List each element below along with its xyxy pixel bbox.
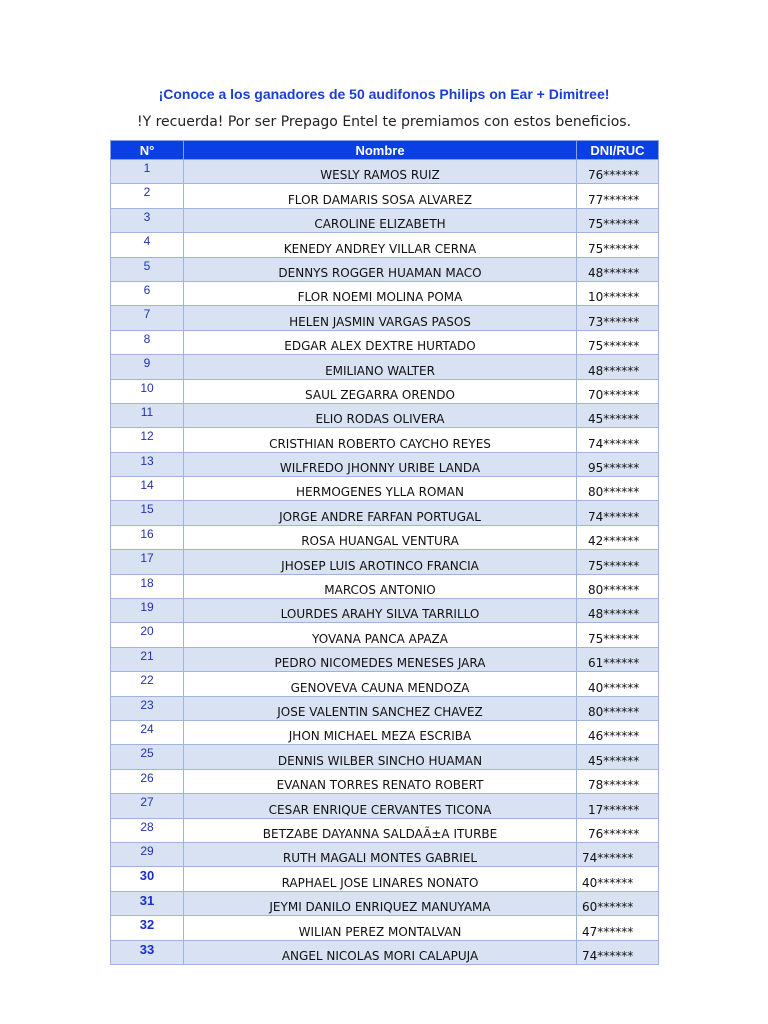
winner-name: JORGE ANDRE FARFAN PORTUGAL [184, 501, 577, 525]
winner-dni: 80****** [577, 477, 659, 501]
row-number: 5 [111, 257, 184, 281]
table-row [111, 184, 659, 208]
table-row [111, 623, 659, 647]
table-row [111, 501, 659, 525]
winner-name: MARCOS ANTONIO [184, 574, 577, 598]
row-number: 33 [111, 940, 184, 964]
table-header-row [111, 141, 659, 160]
table-row [111, 525, 659, 549]
row-number: 7 [111, 306, 184, 330]
winner-dni: 76****** [577, 818, 659, 842]
row-number: 21 [111, 647, 184, 671]
table-row [111, 330, 659, 354]
winner-name: EMILIANO WALTER [184, 355, 577, 379]
winner-name: JHON MICHAEL MEZA ESCRIBA [184, 720, 577, 744]
row-number: 22 [111, 672, 184, 696]
row-number: 18 [111, 574, 184, 598]
row-number: 29 [111, 842, 184, 866]
table-row [111, 599, 659, 623]
winner-dni: 75****** [577, 208, 659, 232]
winner-name: CRISTHIAN ROBERTO CAYCHO REYES [184, 428, 577, 452]
column-header-number: N° [111, 141, 184, 160]
row-number: 24 [111, 720, 184, 744]
table-row [111, 916, 659, 940]
row-number: 13 [111, 452, 184, 476]
row-number: 9 [111, 355, 184, 379]
winner-dni: 60****** [577, 891, 659, 915]
winner-dni: 48****** [577, 355, 659, 379]
row-number: 30 [111, 867, 184, 891]
winners-table [110, 140, 659, 965]
winner-name: ROSA HUANGAL VENTURA [184, 525, 577, 549]
row-number: 8 [111, 330, 184, 354]
table-row [111, 672, 659, 696]
winner-name: FLOR DAMARIS SOSA ALVAREZ [184, 184, 577, 208]
row-number: 3 [111, 208, 184, 232]
table-row [111, 452, 659, 476]
winner-name: PEDRO NICOMEDES MENESES JARA [184, 647, 577, 671]
winner-name: LOURDES ARAHY SILVA TARRILLO [184, 599, 577, 623]
winner-name: JEYMI DANILO ENRIQUEZ MANUYAMA [184, 891, 577, 915]
table-row [111, 794, 659, 818]
winner-dni: 45****** [577, 745, 659, 769]
table-row [111, 281, 659, 305]
column-header-name: Nombre [184, 141, 577, 160]
row-number: 19 [111, 599, 184, 623]
table-row [111, 355, 659, 379]
table-row [111, 647, 659, 671]
table-row [111, 842, 659, 866]
winner-dni: 46****** [577, 720, 659, 744]
row-number: 14 [111, 477, 184, 501]
winner-name: DENNYS ROGGER HUAMAN MACO [184, 257, 577, 281]
winner-name: DENNIS WILBER SINCHO HUAMAN [184, 745, 577, 769]
row-number: 1 [111, 160, 184, 184]
winner-name: FLOR NOEMI MOLINA POMA [184, 281, 577, 305]
winner-dni: 74****** [577, 501, 659, 525]
row-number: 17 [111, 550, 184, 574]
table-row [111, 428, 659, 452]
table-row [111, 233, 659, 257]
winner-name: HELEN JASMIN VARGAS PASOS [184, 306, 577, 330]
winner-dni: 75****** [577, 233, 659, 257]
table-row [111, 769, 659, 793]
winner-name: JOSE VALENTIN SANCHEZ CHAVEZ [184, 696, 577, 720]
winner-dni: 73****** [577, 306, 659, 330]
winner-name: CAROLINE ELIZABETH [184, 208, 577, 232]
table-row [111, 818, 659, 842]
row-number: 11 [111, 403, 184, 427]
winner-dni: 78****** [577, 769, 659, 793]
table-row [111, 379, 659, 403]
winner-dni: 75****** [577, 550, 659, 574]
winner-name: ELIO RODAS OLIVERA [184, 403, 577, 427]
winner-name: BETZABE DAYANNA SALDAÃ±A ITURBE [184, 818, 577, 842]
table-row [111, 574, 659, 598]
winner-dni: 42****** [577, 525, 659, 549]
winner-dni: 95****** [577, 452, 659, 476]
winner-name: GENOVEVA CAUNA MENDOZA [184, 672, 577, 696]
table-row [111, 257, 659, 281]
winner-dni: 17****** [577, 794, 659, 818]
table-row [111, 160, 659, 184]
winner-name: ANGEL NICOLAS MORI CALAPUJA [184, 940, 577, 964]
winner-name: JHOSEP LUIS AROTINCO FRANCIA [184, 550, 577, 574]
winner-dni: 61****** [577, 647, 659, 671]
row-number: 25 [111, 745, 184, 769]
winner-dni: 45****** [577, 403, 659, 427]
winner-dni: 70****** [577, 379, 659, 403]
winner-name: EVANAN TORRES RENATO ROBERT [184, 769, 577, 793]
page-subtitle: !Y recuerda! Por ser Prepago Entel te premiamos con estos beneficios. [136, 114, 632, 130]
winner-dni: 74****** [577, 428, 659, 452]
winner-name: WESLY RAMOS RUIZ [184, 160, 577, 184]
winner-dni: 75****** [577, 330, 659, 354]
row-number: 23 [111, 696, 184, 720]
winner-dni: 80****** [577, 574, 659, 598]
table-row [111, 867, 659, 891]
winner-name: HERMOGENES YLLA ROMAN [184, 477, 577, 501]
winner-name: CESAR ENRIQUE CERVANTES TICONA [184, 794, 577, 818]
row-number: 28 [111, 818, 184, 842]
table-row [111, 940, 659, 964]
row-number: 12 [111, 428, 184, 452]
winner-dni: 48****** [577, 257, 659, 281]
winner-dni: 75****** [577, 623, 659, 647]
row-number: 15 [111, 501, 184, 525]
table-row [111, 477, 659, 501]
row-number: 16 [111, 525, 184, 549]
winner-dni: 40****** [577, 867, 659, 891]
table-row [111, 696, 659, 720]
winner-dni: 74****** [577, 842, 659, 866]
winner-dni: 48****** [577, 599, 659, 623]
column-header-dni: DNI/RUC [577, 141, 659, 160]
winner-name: KENEDY ANDREY VILLAR CERNA [184, 233, 577, 257]
winner-dni: 47****** [577, 916, 659, 940]
winner-name: SAUL ZEGARRA ORENDO [184, 379, 577, 403]
winner-dni: 10****** [577, 281, 659, 305]
row-number: 6 [111, 281, 184, 305]
table-row [111, 720, 659, 744]
row-number: 10 [111, 379, 184, 403]
winner-dni: 80****** [577, 696, 659, 720]
table-row [111, 306, 659, 330]
winner-name: EDGAR ALEX DEXTRE HURTADO [184, 330, 577, 354]
winner-dni: 40****** [577, 672, 659, 696]
winner-name: RAPHAEL JOSE LINARES NONATO [184, 867, 577, 891]
winner-dni: 76****** [577, 160, 659, 184]
table-row [111, 208, 659, 232]
winner-name: WILIAN PEREZ MONTALVAN [184, 916, 577, 940]
winner-dni: 77****** [577, 184, 659, 208]
row-number: 27 [111, 794, 184, 818]
row-number: 32 [111, 916, 184, 940]
table-row [111, 745, 659, 769]
row-number: 31 [111, 891, 184, 915]
table-row [111, 403, 659, 427]
winner-name: WILFREDO JHONNY URIBE LANDA [184, 452, 577, 476]
table-row [111, 891, 659, 915]
page-title: ¡Conoce a los ganadores de 50 audifonos Philips on Ear + Dimitree! [158, 86, 610, 102]
winner-name: YOVANA PANCA APAZA [184, 623, 577, 647]
winner-name: RUTH MAGALI MONTES GABRIEL [184, 842, 577, 866]
row-number: 20 [111, 623, 184, 647]
row-number: 26 [111, 769, 184, 793]
table-row [111, 550, 659, 574]
row-number: 4 [111, 233, 184, 257]
row-number: 2 [111, 184, 184, 208]
winner-dni: 74****** [577, 940, 659, 964]
